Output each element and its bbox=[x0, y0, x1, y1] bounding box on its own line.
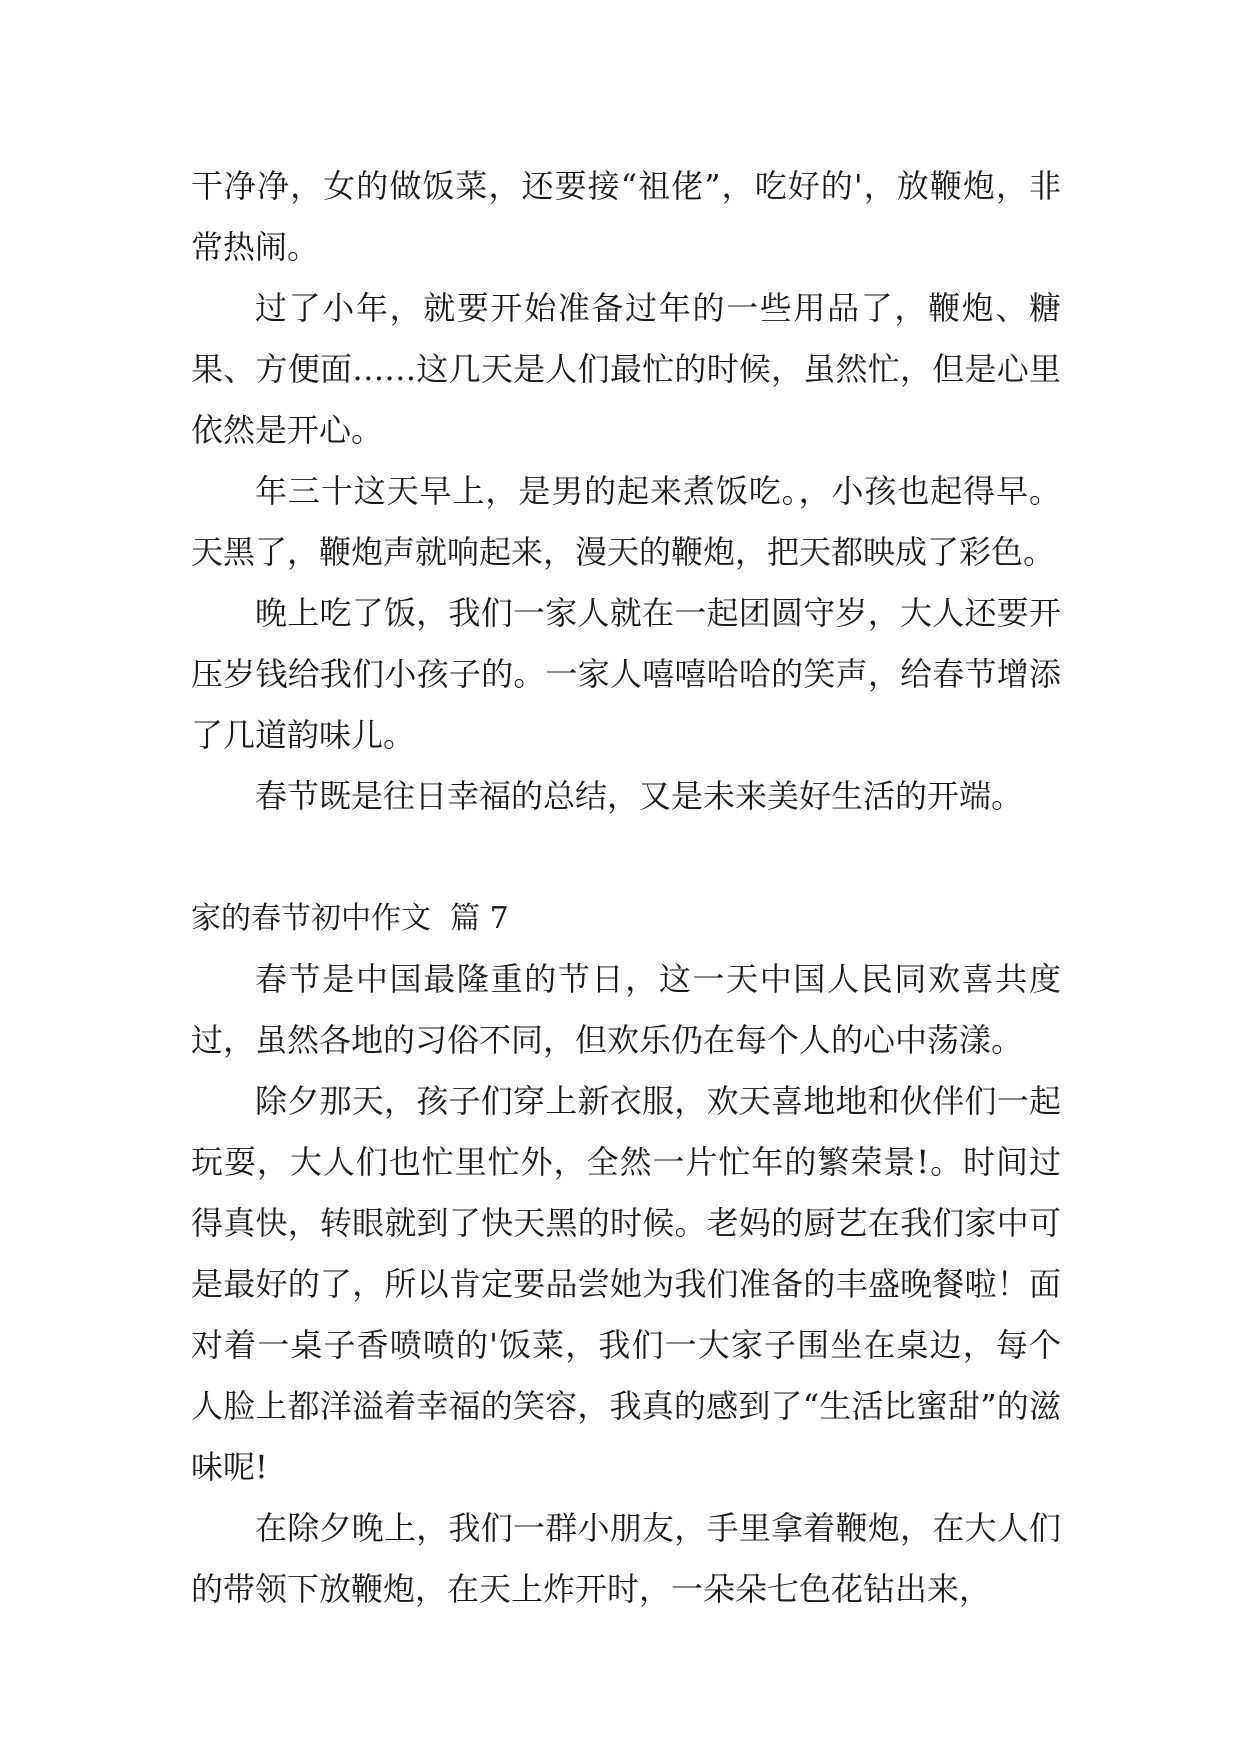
paragraph: 干净净，女的做饭菜，还要接“祖佬”，吃好的'，放鞭炮，非常热闹。 bbox=[191, 167, 1061, 266]
paragraph: 过了小年，就要开始准备过年的一些用品了，鞭炮、糖果、方便面……这几天是人们最忙的时候，虽然忙，但是心里依然是开心。 bbox=[191, 289, 1061, 449]
section-spacer bbox=[191, 827, 1061, 888]
section-heading: 家的春节初中作文 篇 7 bbox=[191, 901, 509, 936]
paragraph: 在除夕晚上，我们一群小朋友，手里拿着鞭炮，在大人们的带领下放鞭炮，在天上炸开时，一朵朵七色花钻出来， bbox=[191, 1509, 1061, 1608]
document-body bbox=[191, 156, 1061, 1620]
paragraph: 春节是中国最隆重的节日，这一天中国人民同欢喜共度过，虽然各地的习俗不同，但欢乐仍在每个人的心中荡漾。 bbox=[191, 960, 1061, 1059]
paragraph: 晚上吃了饭，我们一家人就在一起团圆守岁，大人还要开压岁钱给我们小孩子的。一家人嘻嘻哈哈的笑声，给春节增添了几道韵味儿。 bbox=[191, 594, 1061, 754]
paragraph: 年三十这天早上，是男的起来煮饭吃。，小孩也起得早。天黑了，鞭炮声就响起来，漫天的鞭炮，把天都映成了彩色。 bbox=[191, 472, 1061, 571]
paragraph: 除夕那天，孩子们穿上新衣服，欢天喜地地和伙伴们一起玩耍，大人们也忙里忙外，全然一片忙年的繁荣景!。时间过得真快，转眼就到了快天黑的时候。老妈的厨艺在我们家中可是最好的了，所以肯定要品尝她为我们准备的丰盛晚餐啦！面对着一桌子香喷喷的'饭菜，我们一大家子围坐在桌边，每个人脸上都洋溢着幸福的笑容，我真的感到了“生活比蜜甜”的滋味呢! bbox=[191, 1082, 1061, 1486]
paragraph: 春节既是往日幸福的总结，又是未来美好生活的开端。 bbox=[255, 777, 1024, 815]
